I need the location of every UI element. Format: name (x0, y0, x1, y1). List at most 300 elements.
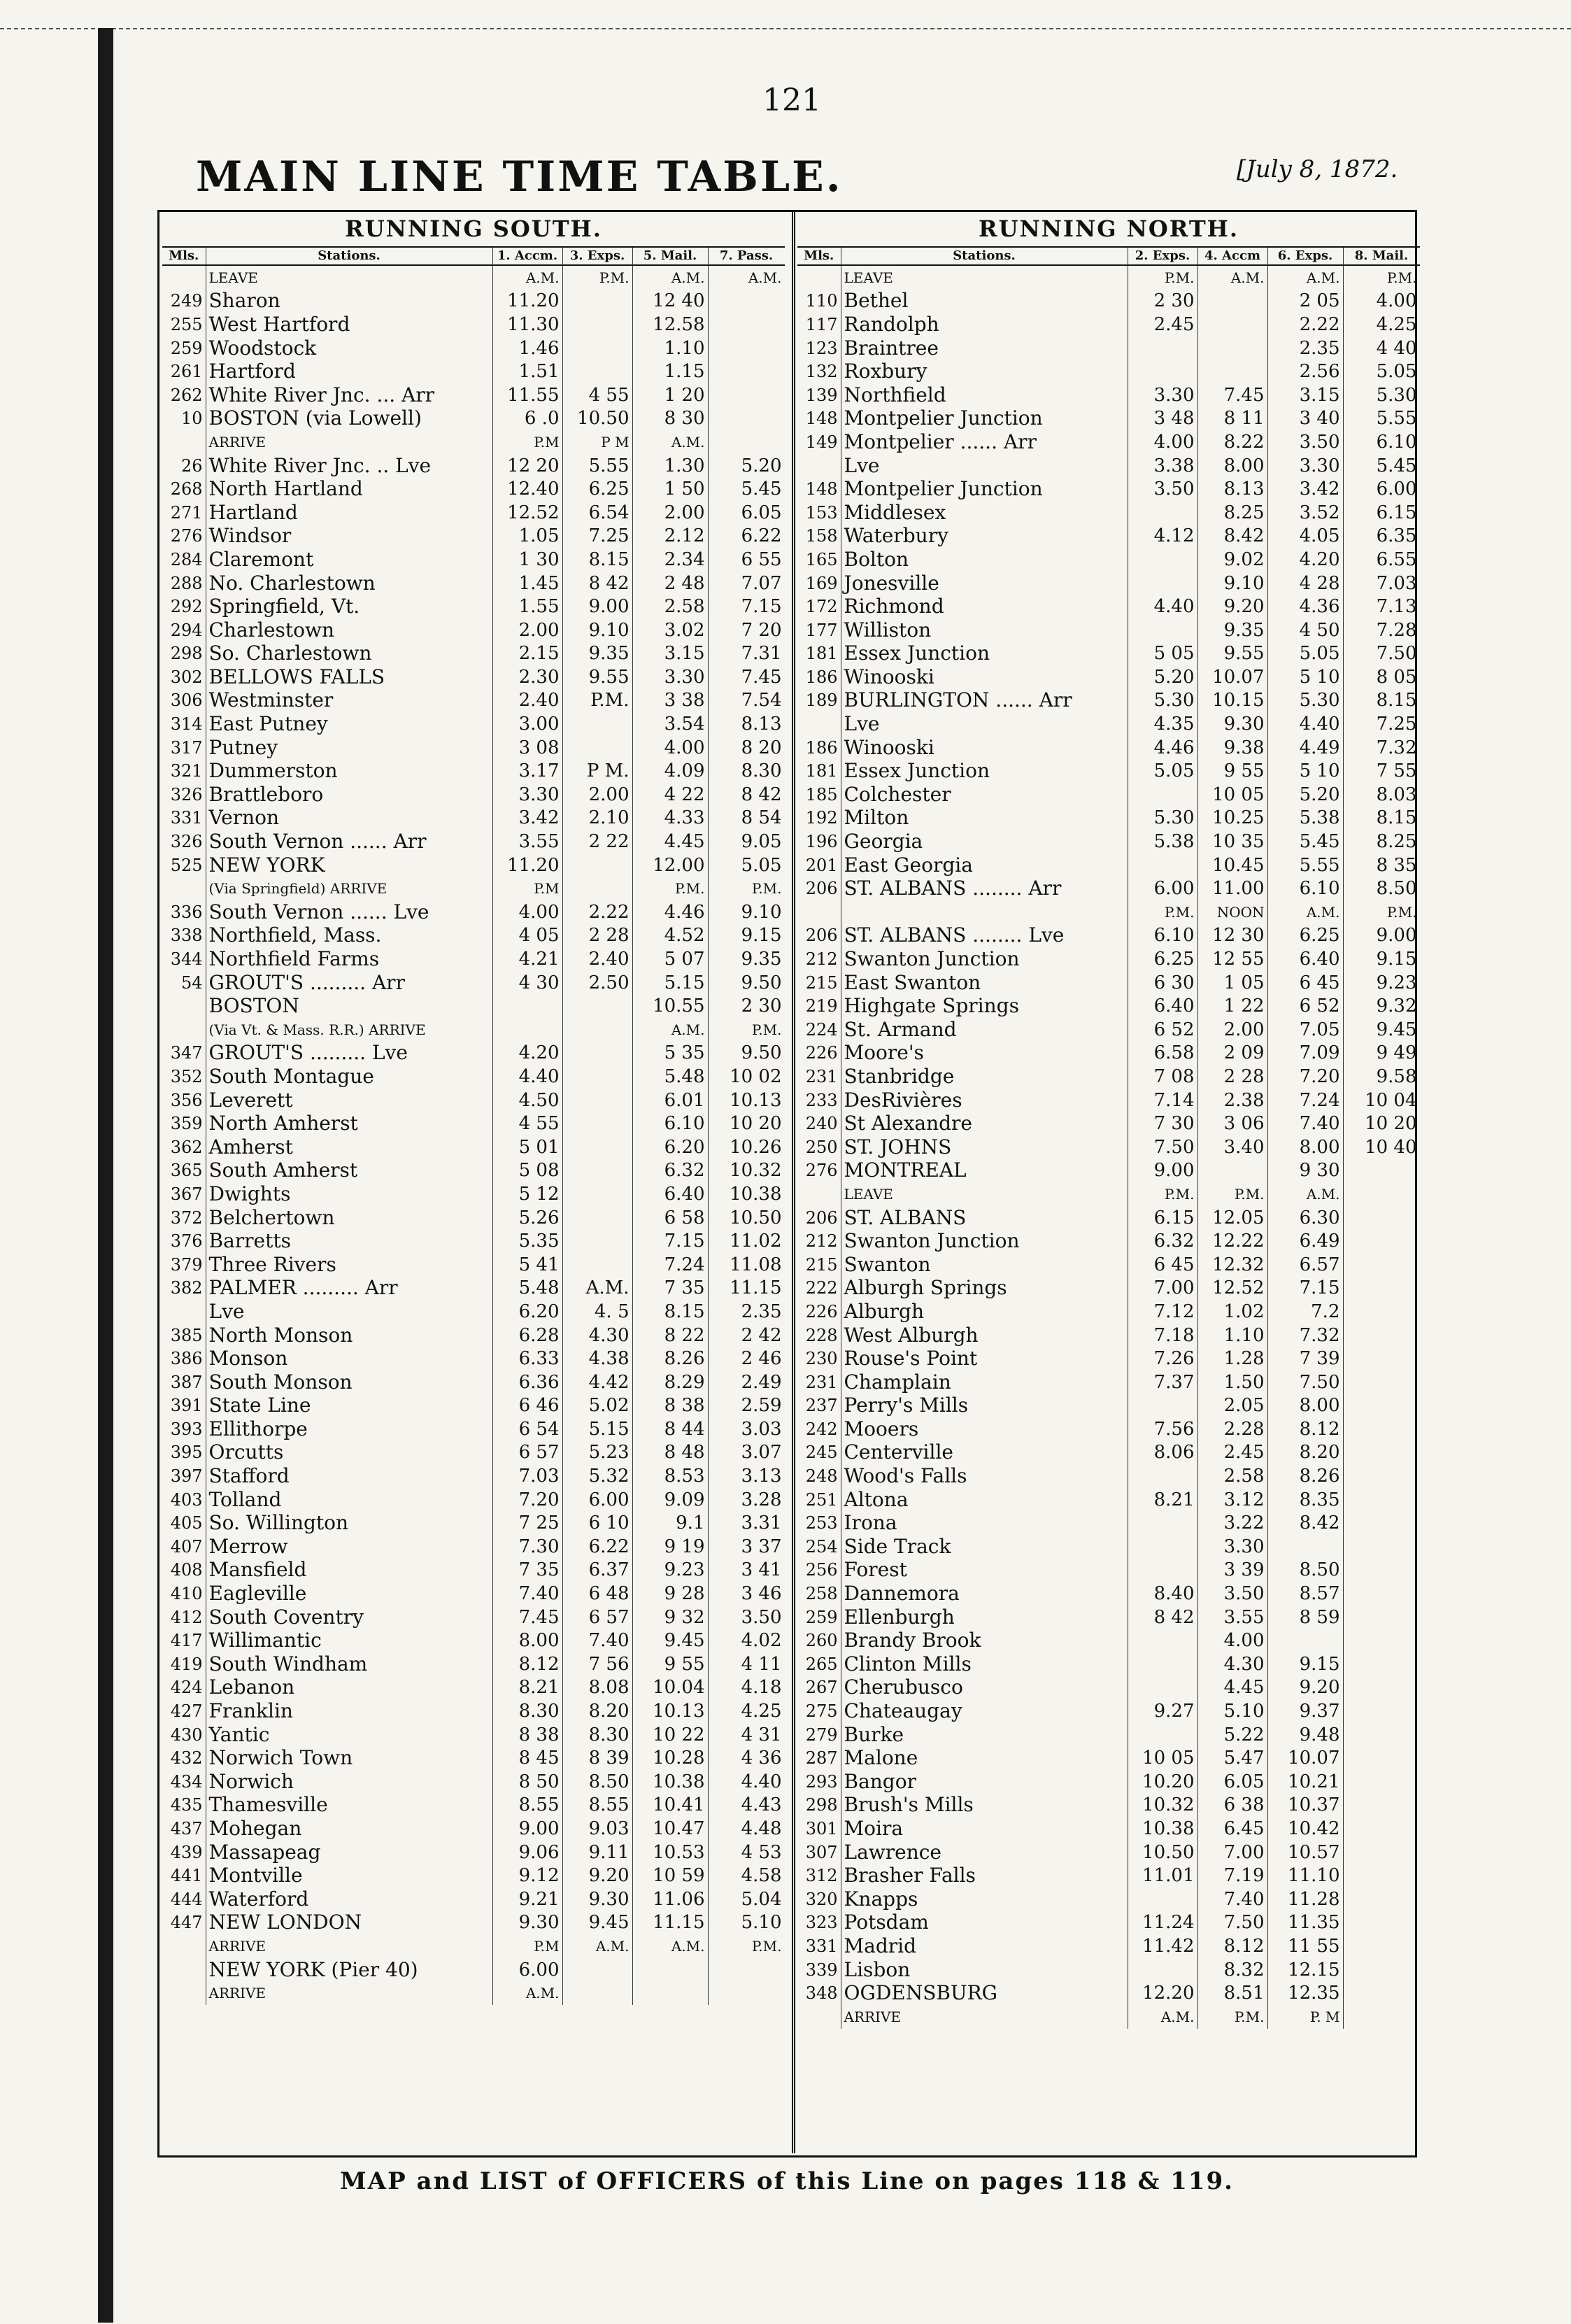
train-time-cell: 12.58 (632, 313, 708, 336)
train-time-cell: 9.06 (492, 1841, 562, 1864)
mileage-cell: 430 (162, 1723, 206, 1747)
train-time-cell: 6.33 (492, 1347, 562, 1370)
train-time-cell (562, 1018, 632, 1042)
train-time-cell: 4.30 (562, 1324, 632, 1347)
train-time-cell: 4.43 (708, 1794, 785, 1818)
train-time-cell (1343, 1300, 1420, 1324)
train-time-cell (708, 430, 785, 454)
train-time-cell: 3.55 (1197, 1606, 1267, 1629)
station-cell: Three Rivers (206, 1253, 492, 1277)
train-time-cell: 4.00 (1343, 290, 1420, 313)
train-time-cell: 5.10 (708, 1911, 785, 1935)
train-time-cell: 10 05 (1128, 1746, 1197, 1770)
station-cell: Brandy Brook (841, 1629, 1128, 1652)
mileage-cell: 265 (797, 1652, 841, 1676)
train-time-cell: 11.55 (492, 383, 562, 407)
mileage-cell: 419 (162, 1652, 206, 1676)
timetable-row (162, 290, 785, 313)
station-cell: Waterford (206, 1887, 492, 1911)
train-time-cell: 2 22 (562, 830, 632, 853)
train-time-cell: 10 05 (1197, 783, 1267, 807)
mileage-cell: 196 (797, 830, 841, 853)
train-time-cell: 12 30 (1197, 924, 1267, 948)
timetable-row (797, 1089, 1420, 1112)
train-time-cell: 8.30 (492, 1699, 562, 1723)
train-time-cell: 7.31 (708, 642, 785, 666)
station-cell: BOSTON (206, 994, 492, 1018)
station-cell: Leverett (206, 1089, 492, 1112)
train-time-cell: 7 35 (492, 1559, 562, 1582)
train-time-cell: 5.04 (708, 1887, 785, 1911)
mileage-cell (797, 712, 841, 736)
train-time-cell: 4.42 (562, 1370, 632, 1394)
running-north-heading: RUNNING NORTH. (797, 210, 1420, 248)
train-time-cell: 10.38 (1128, 1817, 1197, 1841)
train-time-cell: 6.30 (1267, 1206, 1343, 1230)
train-time-cell: 4.18 (708, 1676, 785, 1700)
train-time-cell: 9.15 (708, 924, 785, 948)
train-time-cell: 6.35 (1343, 525, 1420, 548)
train-time-cell: 6.45 (1197, 1817, 1267, 1841)
mileage-cell: 206 (797, 877, 841, 900)
train-time-cell: P.M. (708, 877, 785, 900)
train-time-cell (632, 1981, 708, 2005)
timetable-row (797, 665, 1420, 689)
timetable-row (162, 1042, 785, 1065)
train-time-cell: 6.10 (1128, 924, 1197, 948)
station-cell: Stanbridge (841, 1065, 1128, 1089)
timetable-row (797, 759, 1420, 783)
mileage-cell: 365 (162, 1159, 206, 1183)
train-time-cell: 7.50 (1267, 1370, 1343, 1394)
mileage-cell: 339 (797, 1958, 841, 1982)
train-time-cell: 7.25 (562, 525, 632, 548)
train-time-cell: 10 22 (632, 1723, 708, 1747)
train-time-cell: 3.30 (632, 665, 708, 689)
train-time-cell: 7.00 (1128, 1277, 1197, 1301)
train-time-cell: 11.28 (1267, 1887, 1343, 1911)
mileage-cell: 326 (162, 830, 206, 853)
train-time-cell: 4.50 (492, 1089, 562, 1112)
station-cell: Swanton Junction (841, 947, 1128, 971)
station-cell: Charlestown (206, 618, 492, 642)
timetable-row (162, 1089, 785, 1112)
train-time-cell: 11.01 (1128, 1864, 1197, 1887)
mileage-cell (162, 265, 206, 290)
train-time-cell: 3.30 (492, 783, 562, 807)
train-time-cell: 7.32 (1267, 1324, 1343, 1347)
train-time-cell: 2.22 (1267, 313, 1343, 336)
train-time-cell: 6 52 (1128, 1018, 1197, 1042)
mileage-cell: 312 (797, 1864, 841, 1887)
train-time-cell: 12.35 (1267, 1981, 1343, 2005)
station-cell: Barretts (206, 1229, 492, 1253)
timetable-row (797, 1723, 1420, 1747)
station-cell: Swanton (841, 1253, 1128, 1277)
train-time-cell: 5.05 (1128, 759, 1197, 783)
station-cell: Jonesville (841, 572, 1128, 595)
train-time-cell: P.M. (708, 1934, 785, 1958)
station-cell: Vernon (206, 807, 492, 830)
train-time-cell: 11.20 (492, 290, 562, 313)
train-time-cell: 6 38 (1197, 1794, 1267, 1818)
train-time-cell: 5.15 (632, 971, 708, 995)
train-time-cell: 11.06 (632, 1887, 708, 1911)
train-time-cell: 9.02 (1197, 548, 1267, 572)
mileage-cell (162, 994, 206, 1018)
train-time-cell: 12 55 (1197, 947, 1267, 971)
train-time-cell: 7.15 (708, 595, 785, 618)
train-time-cell: 6.00 (1128, 877, 1197, 900)
train-time-cell: 5.23 (562, 1441, 632, 1465)
mileage-cell: 10 (162, 407, 206, 431)
timetable-row (162, 1300, 785, 1324)
train-time-cell: 10.57 (1267, 1841, 1343, 1864)
train-time-cell: 6 57 (492, 1441, 562, 1465)
station-cell: East Georgia (841, 853, 1128, 877)
train-time-cell: 4.45 (632, 830, 708, 853)
train-time-cell: 6.32 (1128, 1229, 1197, 1253)
mileage-cell: 298 (797, 1794, 841, 1818)
train-time-cell: 8 42 (1128, 1606, 1197, 1629)
mileage-cell: 231 (797, 1065, 841, 1089)
train-time-cell: 4. 5 (562, 1300, 632, 1324)
train-time-cell: 5 07 (632, 947, 708, 971)
train-time-cell: 6 58 (632, 1206, 708, 1230)
station-cell: ST. ALBANS ........ Arr (841, 877, 1128, 900)
station-cell: Wood's Falls (841, 1464, 1128, 1488)
train-time-cell: 8.50 (1267, 1559, 1343, 1582)
station-cell: Thamesville (206, 1794, 492, 1818)
mileage-cell: 165 (797, 548, 841, 572)
train-time-cell: 2 42 (708, 1324, 785, 1347)
mileage-cell: 250 (797, 1135, 841, 1159)
timetable-row (162, 501, 785, 525)
running-south-table (162, 248, 785, 2005)
timetable-row (162, 1464, 785, 1488)
train-time-cell: 7 39 (1267, 1347, 1343, 1370)
timetable-row (797, 1277, 1420, 1301)
mileage-cell: 228 (797, 1324, 841, 1347)
train-time-cell: 8.55 (492, 1794, 562, 1818)
mileage-cell: 192 (797, 807, 841, 830)
train-time-cell: 10.50 (1128, 1841, 1197, 1864)
train-time-cell: 11.20 (492, 853, 562, 877)
train-time-cell: 8 38 (632, 1394, 708, 1418)
station-cell: Potsdam (841, 1911, 1128, 1935)
timetable-row (162, 807, 785, 830)
train-time-cell: 2.40 (562, 947, 632, 971)
station-cell: South Amherst (206, 1159, 492, 1183)
train-time-cell: 5.35 (492, 1229, 562, 1253)
train-time-cell (562, 1065, 632, 1089)
station-cell: Belchertown (206, 1206, 492, 1230)
station-cell: South Montague (206, 1065, 492, 1089)
train-time-cell: 11.35 (1267, 1911, 1343, 1935)
mileage-cell: 54 (162, 971, 206, 995)
page-number: 121 (762, 83, 821, 118)
station-cell: No. Charlestown (206, 572, 492, 595)
mileage-cell: 256 (797, 1559, 841, 1582)
mileage-cell: 412 (162, 1606, 206, 1629)
station-cell: Centerville (841, 1441, 1128, 1465)
train-time-cell: 2 28 (1197, 1065, 1267, 1089)
train-time-cell: A.M. (492, 1981, 562, 2005)
train-time-cell: 4.36 (1267, 595, 1343, 618)
train-time-cell (708, 407, 785, 431)
station-cell: Norwich Town (206, 1746, 492, 1770)
mileage-cell: 251 (797, 1488, 841, 1512)
timetable-row (162, 618, 785, 642)
train-time-cell: 3.28 (708, 1488, 785, 1512)
mileage-cell: 206 (797, 924, 841, 948)
station-cell: Essex Junction (841, 642, 1128, 666)
mileage-cell (797, 1182, 841, 1206)
station-cell: Lve (841, 454, 1128, 478)
train-time-cell: 9.00 (1343, 924, 1420, 948)
station-cell: Clinton Mills (841, 1652, 1128, 1676)
train-time-cell: 10.50 (708, 1206, 785, 1230)
running-north-rows (797, 265, 1420, 2029)
col-header-train: 1. Accm. (492, 248, 562, 265)
station-cell: Montville (206, 1864, 492, 1887)
train-time-cell: 4.35 (1128, 712, 1197, 736)
train-time-cell (1343, 1535, 1420, 1559)
station-cell: West Hartford (206, 313, 492, 336)
train-time-cell (1128, 618, 1197, 642)
train-time-cell: 3 37 (708, 1535, 785, 1559)
mileage-cell: 249 (162, 290, 206, 313)
train-time-cell: 8 50 (492, 1770, 562, 1794)
station-cell: Rouse's Point (841, 1347, 1128, 1370)
train-time-cell: A.M. (708, 265, 785, 290)
train-time-cell: 7.00 (1197, 1841, 1267, 1864)
mileage-cell: 158 (797, 525, 841, 548)
mileage-cell: 149 (797, 430, 841, 454)
mileage-cell: 385 (162, 1324, 206, 1347)
mileage-cell: 215 (797, 1253, 841, 1277)
train-time-cell: 5.32 (562, 1464, 632, 1488)
mileage-cell: 201 (797, 853, 841, 877)
station-cell: Williston (841, 618, 1128, 642)
station-cell: ST. ALBANS ........ Lve (841, 924, 1128, 948)
col-header-train: 7. Pass. (708, 248, 785, 265)
train-time-cell: 1.28 (1197, 1347, 1267, 1370)
station-cell: West Alburgh (841, 1324, 1128, 1347)
train-time-cell (1128, 853, 1197, 877)
train-time-cell: 4.38 (562, 1347, 632, 1370)
train-time-cell: 9 19 (632, 1535, 708, 1559)
train-time-cell (1343, 1841, 1420, 1864)
train-time-cell: 2.35 (1267, 336, 1343, 360)
timetable-row (162, 1864, 785, 1887)
train-time-cell (562, 1135, 632, 1159)
train-time-cell (1343, 1347, 1420, 1370)
station-cell: Richmond (841, 595, 1128, 618)
train-time-cell: 6 48 (562, 1582, 632, 1606)
station-cell: Middlesex (841, 501, 1128, 525)
mileage-cell: 317 (162, 736, 206, 760)
train-time-cell: 5.30 (1128, 689, 1197, 713)
station-cell: St Alexandre (841, 1112, 1128, 1135)
train-time-cell: 5.38 (1128, 830, 1197, 853)
train-time-cell: 10.25 (1197, 807, 1267, 830)
train-time-cell: 4.40 (1128, 595, 1197, 618)
train-time-cell: 8.12 (1267, 1417, 1343, 1441)
mileage-cell: 391 (162, 1394, 206, 1418)
train-time-cell: 5.45 (1267, 830, 1343, 853)
timetable-row (162, 665, 785, 689)
train-time-cell (1343, 1488, 1420, 1512)
station-cell: ST. ALBANS (841, 1206, 1128, 1230)
train-time-cell (1343, 1324, 1420, 1347)
mileage-cell: 172 (797, 595, 841, 618)
train-time-cell (562, 313, 632, 336)
station-cell: Brush's Mills (841, 1794, 1128, 1818)
train-time-cell: 7.20 (492, 1488, 562, 1512)
mileage-cell: 245 (797, 1441, 841, 1465)
train-time-cell: 10 20 (1343, 1112, 1420, 1135)
train-time-cell: 2 09 (1197, 1042, 1267, 1065)
train-time-cell: 9.11 (562, 1841, 632, 1864)
train-time-cell: 3.13 (708, 1464, 785, 1488)
mileage-cell: 424 (162, 1676, 206, 1700)
train-time-cell: 3.30 (1197, 1535, 1267, 1559)
timetable-row (797, 1699, 1420, 1723)
train-time-cell (1343, 1394, 1420, 1418)
train-time-cell: 9.55 (1197, 642, 1267, 666)
train-time-cell: 7.20 (1267, 1065, 1343, 1089)
station-cell: BOSTON (via Lowell) (206, 407, 492, 431)
train-time-cell: 4.45 (1197, 1676, 1267, 1700)
timetable-row (797, 1535, 1420, 1559)
col-header-train: 5. Mail. (632, 248, 708, 265)
mileage-cell: 387 (162, 1370, 206, 1394)
train-time-cell: 4 40 (1343, 336, 1420, 360)
train-time-cell: 8.20 (562, 1699, 632, 1723)
station-cell: St. Armand (841, 1018, 1128, 1042)
train-time-cell: 6.00 (1343, 477, 1420, 501)
station-cell: Side Track (841, 1535, 1128, 1559)
col-header-train: 8. Mail. (1343, 248, 1420, 265)
mileage-cell: 262 (162, 383, 206, 407)
station-cell: Putney (206, 736, 492, 760)
timetable-row (162, 1018, 785, 1042)
train-time-cell: 1 30 (492, 548, 562, 572)
mileage-cell (162, 1934, 206, 1958)
timetable-row (162, 783, 785, 807)
train-time-cell: 4 53 (708, 1841, 785, 1864)
train-time-cell (1267, 1629, 1343, 1652)
timetable-row (162, 1958, 785, 1982)
timetable-row (162, 1206, 785, 1230)
train-time-cell: 3.50 (1197, 1582, 1267, 1606)
timetable-row (162, 877, 785, 900)
timetable-row (797, 1817, 1420, 1841)
train-time-cell: 6.22 (708, 525, 785, 548)
train-time-cell: 3.03 (708, 1417, 785, 1441)
train-time-cell: 6 46 (492, 1394, 562, 1418)
train-time-cell: 5.20 (1267, 783, 1343, 807)
train-time-cell (1343, 1770, 1420, 1794)
train-time-cell: 8.03 (1343, 783, 1420, 807)
timetable-row (162, 1934, 785, 1958)
timetable-row (797, 1746, 1420, 1770)
train-time-cell: 8.32 (1197, 1958, 1267, 1982)
train-time-cell: P.M (492, 1934, 562, 1958)
train-time-cell: 4.58 (708, 1864, 785, 1887)
mileage-cell: 393 (162, 1417, 206, 1441)
train-time-cell: 9.15 (1343, 947, 1420, 971)
mileage-cell: 382 (162, 1277, 206, 1301)
train-time-cell: 8.15 (1343, 807, 1420, 830)
train-time-cell: 10.15 (1197, 689, 1267, 713)
station-cell: Dwights (206, 1182, 492, 1206)
mileage-cell: 148 (797, 407, 841, 431)
train-time-cell: 9.45 (632, 1629, 708, 1652)
mileage-cell: 372 (162, 1206, 206, 1230)
train-time-cell: 11.15 (708, 1277, 785, 1301)
train-time-cell: A.M. (632, 430, 708, 454)
timetable-row (797, 924, 1420, 948)
mileage-cell: 110 (797, 290, 841, 313)
train-time-cell (1128, 1464, 1197, 1488)
train-time-cell: 3.17 (492, 759, 562, 783)
train-time-cell: 2.10 (562, 807, 632, 830)
mileage-cell: 206 (797, 1206, 841, 1230)
station-cell: White River Jnc. ... Arr (206, 383, 492, 407)
train-time-cell (1267, 1535, 1343, 1559)
train-time-cell: P M. (562, 759, 632, 783)
train-time-cell: 8.00 (1267, 1394, 1343, 1418)
binding-edge (98, 28, 113, 2323)
train-time-cell: P.M. (632, 877, 708, 900)
mileage-cell: 439 (162, 1841, 206, 1864)
train-time-cell: 4 11 (708, 1652, 785, 1676)
train-time-cell: 9.23 (1343, 971, 1420, 995)
train-time-cell: 5.20 (1128, 665, 1197, 689)
page-title: MAIN LINE TIME TABLE. (196, 153, 843, 201)
mileage-cell: 347 (162, 1042, 206, 1065)
train-time-cell (562, 1042, 632, 1065)
train-time-cell: 9.50 (708, 1042, 785, 1065)
train-time-cell: 2.45 (1128, 313, 1197, 336)
train-time-cell: 3.31 (708, 1511, 785, 1535)
train-time-cell: 3.50 (1128, 477, 1197, 501)
station-cell: DesRivières (841, 1089, 1128, 1112)
train-time-cell: 10 02 (708, 1065, 785, 1089)
train-time-cell: 8.35 (1267, 1488, 1343, 1512)
train-time-cell: 4.25 (1343, 313, 1420, 336)
station-cell (841, 900, 1128, 924)
train-time-cell (1197, 1159, 1267, 1183)
station-cell: Mansfield (206, 1559, 492, 1582)
station-cell: ARRIVE (841, 2005, 1128, 2029)
train-time-cell: 7.24 (632, 1253, 708, 1277)
train-time-cell: 10.07 (1197, 665, 1267, 689)
train-time-cell: 3 46 (708, 1582, 785, 1606)
train-time-cell (1128, 1394, 1197, 1418)
station-cell: NEW YORK (Pier 40) (206, 1958, 492, 1982)
train-time-cell: 11 55 (1267, 1934, 1343, 1958)
train-time-cell: 7 55 (1343, 759, 1420, 783)
mileage-cell: 288 (162, 572, 206, 595)
station-cell: Claremont (206, 548, 492, 572)
train-time-cell (1343, 1794, 1420, 1818)
train-time-cell (1343, 1582, 1420, 1606)
station-cell: Randolph (841, 313, 1128, 336)
train-time-cell: 4 28 (1267, 572, 1343, 595)
